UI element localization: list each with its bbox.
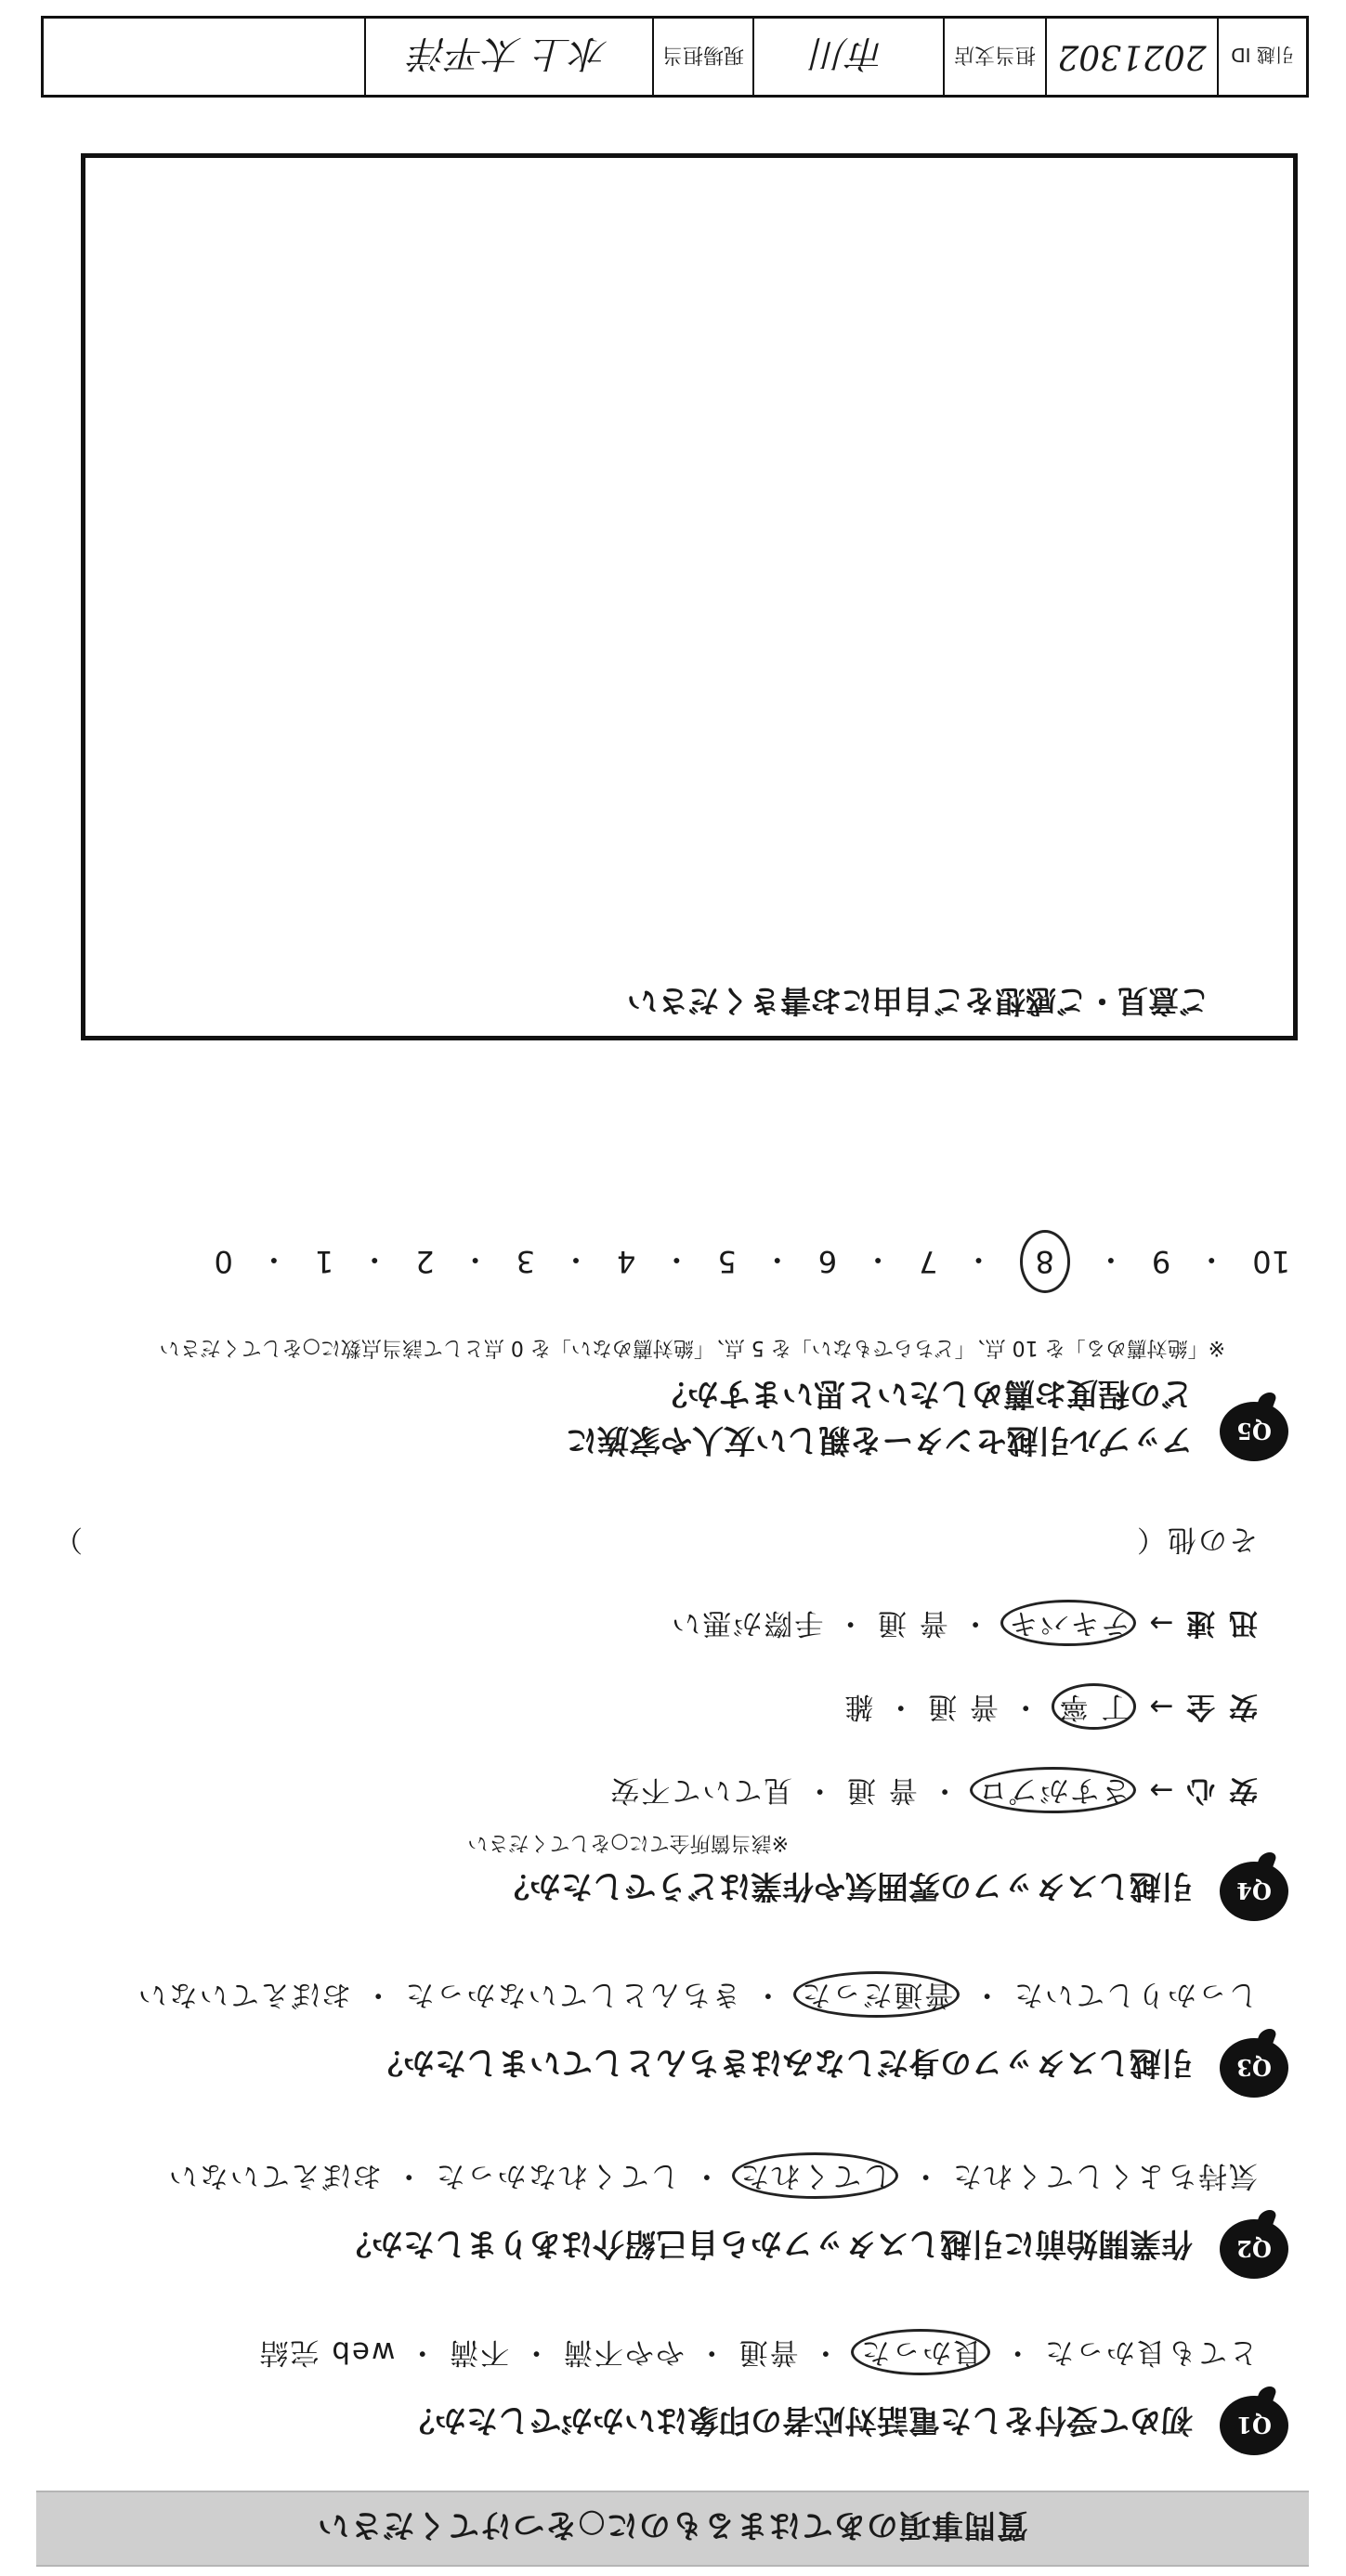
q3-option-1[interactable]: しっかりしていた <box>1013 1978 1258 2011</box>
q5-score-0[interactable]: 0 <box>214 1244 233 1279</box>
q5-badge: Q5 <box>1220 1402 1288 1461</box>
q5-score-1[interactable]: 1 <box>314 1244 334 1279</box>
q4-other-close: ） <box>52 1523 83 1556</box>
q5-score-5[interactable]: 5 <box>717 1244 737 1279</box>
q2-option-1[interactable]: 気持ちよくしてくれた <box>951 2159 1258 2192</box>
q3-option-3[interactable]: きちんとしていなかった <box>403 1978 741 2011</box>
q4-row-1: 安 心 → さすがプロ ・ 普 通 ・ 見ていて不安 <box>608 1772 1258 1814</box>
footer-branch-value: 市川 <box>752 19 943 95</box>
q5-scale: 10 ・ 9 ・ 8 ・ 7 ・ 6 ・ 5 ・ 4 ・ 3 ・ 2 ・ 1 ・ 0 <box>64 1220 1290 1303</box>
q5-score-8[interactable]: 8 <box>1020 1230 1070 1293</box>
q4-other <box>1135 1522 1258 1563</box>
q1-badge: Q1 <box>1220 2396 1288 2455</box>
footer-table <box>41 16 1309 98</box>
q3-option-2[interactable]: 普通だった <box>793 1971 960 2018</box>
q4-row-3: 迅 速 → テキパキ ・ 普 通 ・ 手際が悪い <box>670 1605 1258 1647</box>
comment-box[interactable] <box>81 153 1298 1040</box>
q1-option-2[interactable]: 良かった <box>851 2329 990 2375</box>
footer-branch-label: 担当支店 <box>943 19 1045 95</box>
q5-score-10[interactable]: 10 <box>1252 1244 1290 1279</box>
q4-question: 引越しスタッフの雰囲気や作業はどうでしたか？ <box>498 1867 1193 1904</box>
comment-label: ご意見・ご感想をご自由にお書きください <box>627 983 1209 1020</box>
q5-score-4[interactable]: 4 <box>617 1244 636 1279</box>
q3-badge: Q3 <box>1220 2038 1288 2098</box>
q1-options: とても良かった ・ 良かった ・ 普通 ・ やや不満 ・ 不満 ・ web 完結 <box>257 2334 1258 2376</box>
q5-question-line1: アップル引越センターを親しい友人や家族に <box>566 1421 1193 1458</box>
q4-row-2-option-1[interactable]: 丁 寧 <box>1052 1683 1137 1730</box>
q2-question: 作業開始前に引越しスタッフから自己紹介はありましたか？ <box>340 2225 1193 2262</box>
footer-id-value: 2021302 <box>1045 19 1217 95</box>
q3-options: しっかりしていた ・ 普通だった ・ きちんとしていなかった ・ おぼえていない <box>137 1977 1258 2019</box>
q4-row-3-label: 迅 速 <box>1184 1606 1258 1640</box>
q3-question: 引越しスタッフの身だしなみはきちんとしていましたか？ <box>372 2044 1193 2081</box>
instruction-text: 質問事項のあてはまるものに○をつけてください <box>317 2506 1028 2544</box>
q5-score-9[interactable]: 9 <box>1151 1244 1171 1279</box>
q4-row-1-label: 安 心 <box>1184 1773 1258 1807</box>
q5-question-line2: どの程度お薦めしたいと思いますか？ <box>656 1375 1193 1412</box>
q1-question: 初めて受付をした電話対応者の印象はいかがでしたか？ <box>403 2401 1193 2439</box>
q2-badge: Q2 <box>1220 2219 1288 2279</box>
q4-note: ※該当箇所全てに○をしてください <box>467 1831 789 1854</box>
q3-option-4[interactable]: おぼえていない <box>136 1978 351 2011</box>
q4-row-1-option-3[interactable]: 見ていて不安 <box>608 1773 793 1807</box>
q4-row-3-option-3[interactable]: 手際が悪い <box>670 1606 824 1640</box>
comment-field[interactable] <box>113 186 1265 952</box>
q5-note: ※「絶対薦める」を 10 点、「どちらでもない」を 5 点、「絶対薦めない」を 0 点として該当点数に○をしてください <box>159 1336 1225 1359</box>
footer-blank-cell <box>44 19 364 95</box>
q1-option-4[interactable]: やや不満 <box>561 2335 685 2369</box>
q5-score-2[interactable]: 2 <box>415 1244 435 1279</box>
footer-crew-label: 現場担当 <box>652 19 752 95</box>
q4-row-1-option-1[interactable]: さすがプロ <box>971 1767 1137 1813</box>
instruction-banner <box>36 2491 1309 2567</box>
q4-row-2: 安 全 → 丁 寧 ・ 普 通 ・ 雑 <box>843 1689 1258 1731</box>
footer-id-label: 引越 ID <box>1217 19 1306 95</box>
q1-option-6[interactable]: web 完結 <box>257 2335 396 2369</box>
q5-score-7[interactable]: 7 <box>919 1244 938 1279</box>
q2-options: 気持ちよくしてくれた ・ してくれた ・ してくれなかった ・ おぼえていない <box>167 2158 1258 2200</box>
q1-option-3[interactable]: 普通 <box>737 2335 799 2369</box>
q4-row-2-label: 安 全 <box>1184 1690 1258 1723</box>
footer-crew-value: 水上 太平洋 <box>364 19 652 95</box>
q4-row-3-option-1[interactable]: テキパキ <box>1001 1600 1137 1646</box>
q2-option-3[interactable]: してくれなかった <box>434 2159 680 2192</box>
q2-option-2[interactable]: してくれた <box>732 2152 898 2199</box>
q4-row-1-option-2[interactable]: 普 通 <box>844 1773 918 1807</box>
q4-row-2-option-3[interactable]: 雑 <box>843 1690 874 1723</box>
q5-score-3[interactable]: 3 <box>516 1244 536 1279</box>
q1-option-5[interactable]: 不満 <box>448 2335 510 2369</box>
q4-other-label: その他（ <box>1135 1523 1258 1556</box>
q4-badge: Q4 <box>1220 1862 1288 1921</box>
q2-option-4[interactable]: おぼえていない <box>166 2159 382 2192</box>
q1-option-1[interactable]: とても良かった <box>1043 2335 1258 2369</box>
q4-row-3-option-2[interactable]: 普 通 <box>875 1606 948 1640</box>
q5-score-6[interactable]: 6 <box>817 1244 838 1279</box>
q4-row-2-option-2[interactable]: 普 通 <box>926 1690 999 1723</box>
